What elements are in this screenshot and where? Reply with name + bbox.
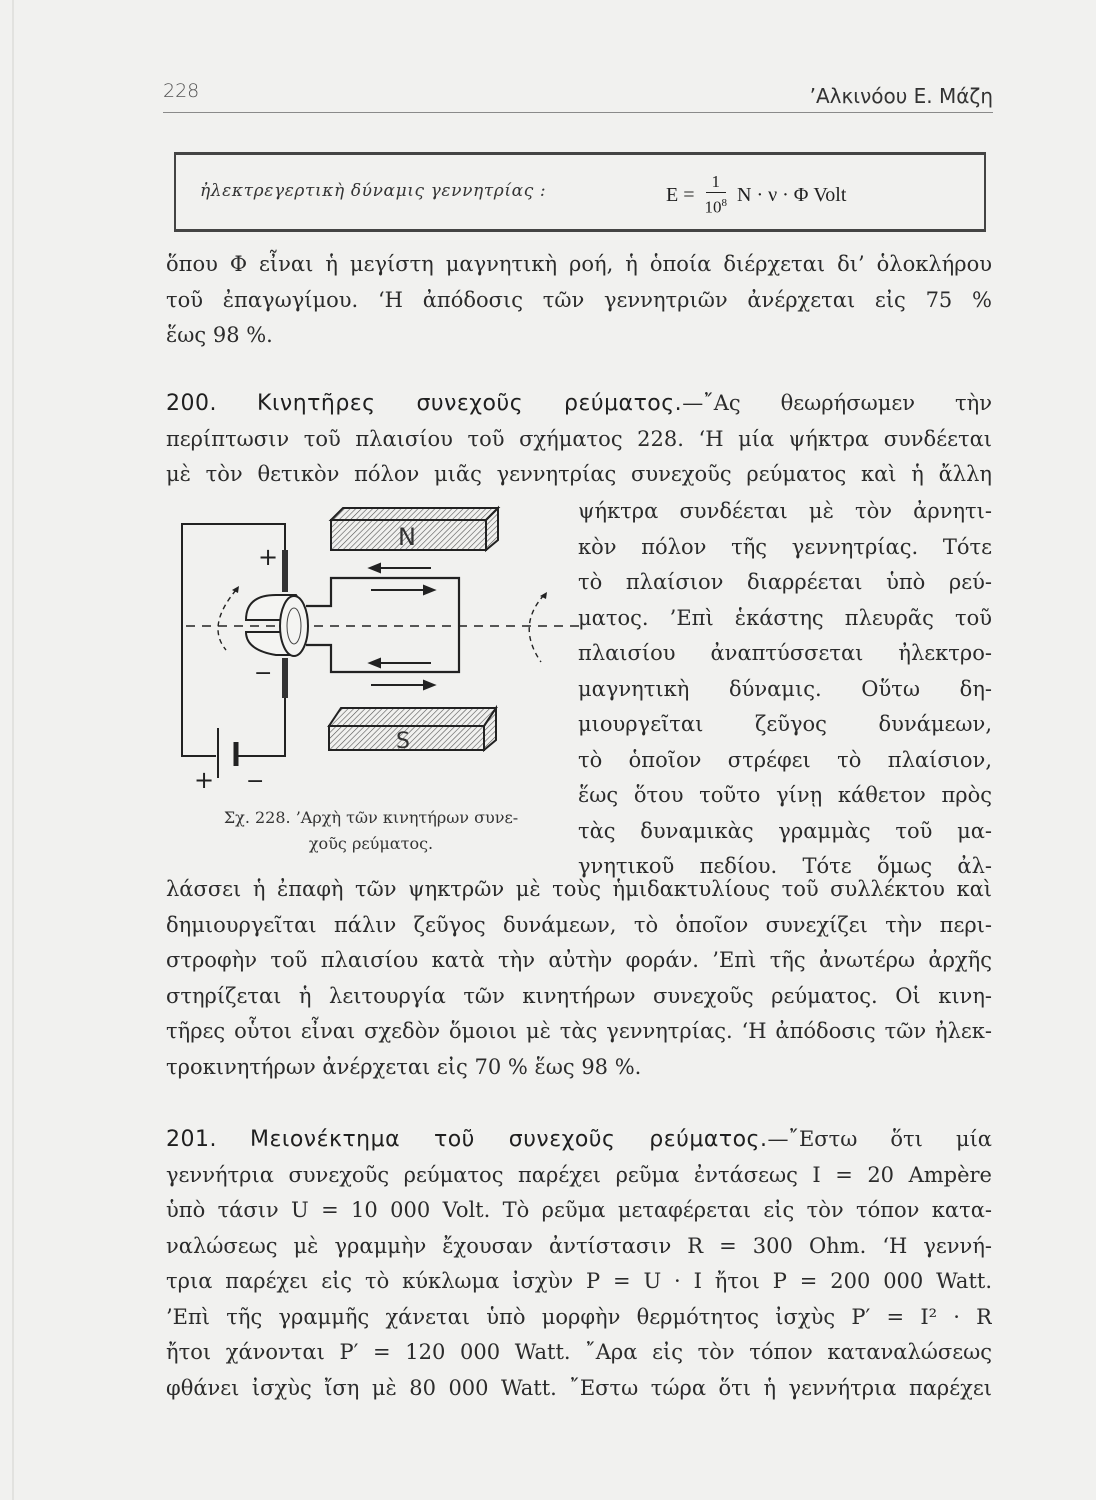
text-line: ὅπου Φ εἶναι ἡ μεγίστη μαγνητικὴ ροή, ἡ ὁποία διέρχεται δι’ ὁλοκλήρου bbox=[166, 252, 992, 276]
south-magnet bbox=[329, 708, 496, 754]
battery-plus-label: + bbox=[194, 766, 215, 794]
text-line: ἕως 98 %. bbox=[166, 323, 273, 347]
text-line: τοῦ ἐπαγωγίμου. ‘Η ἀπόδοσις τῶν γεννητριῶν ἀνέρχεται εἰς 75 % bbox=[166, 287, 992, 312]
denominator-exponent: 8 bbox=[721, 197, 727, 210]
section-201-number: 201. bbox=[166, 1127, 217, 1152]
battery-minus-label: − bbox=[246, 769, 265, 794]
page-number: 228 bbox=[163, 80, 200, 102]
text-line: μὲ τὸν θετικὸν πόλον μιᾶς γεννητρίας συνεχοῦς ρεύματος καὶ ἡ ἄλλη bbox=[166, 462, 992, 486]
text-line bbox=[166, 1122, 992, 1158]
negative-brush bbox=[282, 658, 288, 698]
section-200-title: Κινητῆρες συνεχοῦς ρεύματος. bbox=[257, 391, 683, 416]
section-201-title: Μειονέκτημα τοῦ συνεχοῦς ρεύματος. bbox=[250, 1127, 768, 1152]
north-magnet bbox=[331, 508, 498, 551]
dc-motor-diagram bbox=[166, 500, 586, 810]
caption-line-1: Σχ. 228. ’Αρχὴ τῶν κινητήρων συνε- bbox=[223, 808, 519, 827]
text-line: ὑπὸ τάσιν U = 10 000 Volt. Τὸ ρεῦμα μεταφέρεται εἰς τὸν τόπον κατα- bbox=[166, 1198, 992, 1222]
battery bbox=[194, 728, 264, 794]
intro-paragraph bbox=[166, 247, 992, 354]
section-200-right-column bbox=[578, 494, 992, 885]
formula-label: ἠλεκτρεγερτικὴ δύναμις γεννητρίας : bbox=[200, 181, 547, 201]
text-line: ἤτοι χάνονται P′ = 120 000 Watt. ῎Αρα εἰς τὸν τόπον καταναλώσεως bbox=[166, 1340, 992, 1364]
brush-minus-label: − bbox=[254, 661, 273, 686]
positive-brush bbox=[282, 550, 288, 592]
text-line: περίπτωσιν τοῦ πλαισίου τοῦ σχήματος 228. ‘Η μία ψήκτρα συνδέεται bbox=[166, 426, 992, 451]
denominator-base: 10 bbox=[704, 197, 722, 217]
text-line: τὸ ὁποῖον στρέφει τὸ πλαίσιον, bbox=[578, 747, 992, 772]
figure-caption bbox=[166, 805, 576, 857]
fraction-denominator bbox=[705, 193, 728, 218]
text-line: ψήκτρα συνδέεται μὲ τὸν ἀρνητι- bbox=[578, 499, 992, 523]
formula-box bbox=[174, 152, 986, 232]
text-line: ’Επὶ τῆς γραμμῆς χάνεται ὑπὸ μορφὴν θερμότητος ἰσχὺς P′ = I² · R bbox=[166, 1304, 992, 1329]
fraction-numerator: 1 bbox=[706, 172, 727, 193]
section-201 bbox=[166, 1122, 992, 1406]
text-line: τρια παρέχει εἰς τὸ κύκλωμα ἰσχὺν P = U · I ἤτοι P = 200 000 Watt. bbox=[166, 1269, 992, 1293]
text-line: δημιουργεῖται πάλιν ζεῦγος δυνάμεων, τὸ ὁποῖον συνεχίζει τὴν περι- bbox=[166, 912, 992, 937]
section-200-continuation bbox=[166, 872, 992, 1085]
text-line: τὸ πλαίσιον διαρρέεται ὑπὸ ρεύ- bbox=[578, 570, 992, 594]
page-header bbox=[163, 78, 993, 113]
text-line: φθάνει ἰσχὺς ἴση μὲ 80 000 Watt. ῎Εστω τώρα ὅτι ἡ γεννήτρια παρέχει bbox=[166, 1375, 992, 1400]
caption-line-2: χοῦς ρεύματος. bbox=[308, 834, 434, 853]
text-line: τὰς δυναμικὰς γραμμὰς τοῦ μα- bbox=[578, 818, 992, 843]
south-label: S bbox=[396, 729, 410, 754]
text-line bbox=[166, 386, 992, 422]
section-200-lead: —῎Ας θεωρήσωμεν τὴν bbox=[682, 391, 992, 415]
section-200-intro bbox=[166, 386, 992, 493]
emf-formula bbox=[666, 165, 846, 225]
section-200-number: 200. bbox=[166, 391, 217, 416]
text-line: τροκινητήρων ἀνέρχεται εἰς 70 % ἕως 98 %. bbox=[166, 1054, 642, 1079]
text-line: ματος. ’Επὶ ἑκάστης πλευρᾶς τοῦ bbox=[578, 605, 992, 630]
text-line: τῆρες οὗτοι εἶναι σχεδὸν ὅμοιοι μὲ τὰς γεννητρίας. ‘Η ἀπόδοσις τῶν ἠλεκ- bbox=[166, 1019, 992, 1043]
text-line: ἕως ὅτου τοῦτο γίνῃ κάθετον πρὸς bbox=[578, 783, 992, 807]
text-line: μαγνητικὴ δύναμις. Οὕτω δη- bbox=[578, 676, 992, 701]
text-line: στροφὴν τοῦ πλαισίου κατὰ τὴν αὐτὴν φοράν. ’Επὶ τῆς ἀνωτέρω ἀρχῆς bbox=[166, 948, 992, 972]
figure-228-dc-motor-diagram bbox=[166, 500, 586, 810]
formula-rhs: N · ν · Φ Volt bbox=[737, 183, 847, 206]
text-line: ναλώσεως μὲ γραμμὴν ἔχουσαν ἀντίστασιν R = 300 Ohm. ‘Η γεννή- bbox=[166, 1233, 992, 1258]
formula-lhs: E = bbox=[666, 183, 695, 206]
text-line: κὸν πόλον τῆς γεννητρίας. Τότε bbox=[578, 534, 992, 559]
text-line: πλαισίου ἀναπτύσσεται ἠλεκτρο- bbox=[578, 641, 992, 665]
section-201-lead: —῎Εστω ὅτι μία bbox=[767, 1127, 992, 1151]
text-line: στηρίζεται ἡ λειτουργία τῶν κινητήρων συνεχοῦς ρεύματος. Οἱ κινη- bbox=[166, 983, 992, 1008]
page-edge-shadow bbox=[12, 0, 14, 1500]
text-line: γεννήτρια συνεχοῦς ρεύματος παρέχει ρεῦμα ἐντάσεως I = 20 Ampère bbox=[166, 1162, 992, 1187]
brush-plus-label: + bbox=[258, 543, 279, 571]
formula-fraction bbox=[705, 172, 728, 218]
running-head-author: ’Αλκινόου Ε. Μάζη bbox=[809, 84, 993, 108]
text-line: λάσσει ἡ ἐπαφὴ τῶν ψηκτρῶν μὲ τοὺς ἡμιδακτυλίους τοῦ συλλέκτου καὶ bbox=[166, 877, 992, 901]
text-line: γνητικοῦ πεδίου. Τότε ὅμως ἀλ- bbox=[578, 854, 992, 878]
text-line: μιουργεῖται ζεῦγος δυνάμεων, bbox=[578, 712, 992, 736]
north-label: N bbox=[398, 523, 416, 551]
